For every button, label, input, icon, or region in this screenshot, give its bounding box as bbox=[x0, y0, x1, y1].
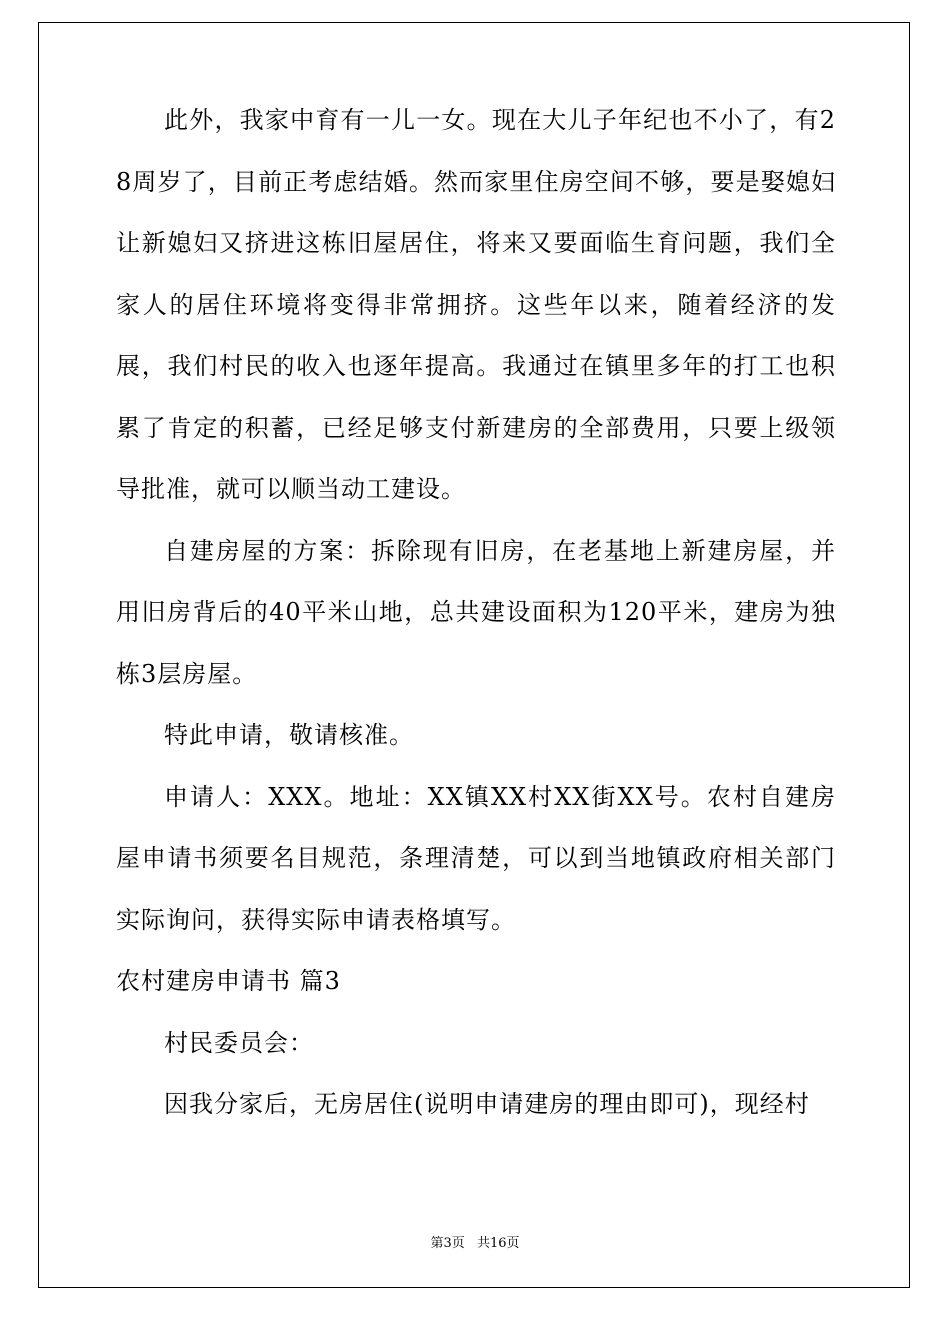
paragraph-salutation: 村民委员会： bbox=[164, 1028, 314, 1057]
page-number: 第3页 bbox=[430, 1236, 465, 1251]
paragraph-applicant: 申请人：XXX。地址：XX镇XX村XX街XX号。农村自建房屋申请书须要名目规范，条理清楚，可以到当地镇政府相关部门实际询问，获得实际申请表格填写。 bbox=[116, 782, 836, 934]
document-body bbox=[116, 90, 836, 1136]
paragraph-building-plan: 自建房屋的方案：拆除现有旧房，在老基地上新建房屋，并用旧房背后的40平米山地，总共建设面积为120平米，建房为独栋3层房屋。 bbox=[116, 536, 836, 688]
page-footer bbox=[0, 1232, 950, 1251]
paragraph-request: 特此申请，敬请核准。 bbox=[164, 721, 414, 749]
section-heading: 农村建房申请书 篇3 bbox=[116, 967, 341, 995]
page-total: 共16页 bbox=[476, 1236, 520, 1251]
paragraph-family-situation: 此外，我家中育有一儿一女。现在大儿子年纪也不小了，有28周岁了，目前正考虑结婚。然而家里住房空间不够，要是娶媳妇让新媳妇又挤进这栋旧屋居住，将来又要面临生育问题，我们全家人的居住环境将变得非常拥挤。这些年以来，随着经济的发展，我们村民的收入也逐年提高。我通过在镇里多年的打工也积累了肯定的积蓄，已经足够支付新建房的全部费用，只要上级领导批准，就可以顺当动工建设。 bbox=[116, 106, 836, 503]
paragraph-reason: 因我分家后，无房居住(说明申请建房的理由即可)，现经村 bbox=[164, 1090, 810, 1118]
